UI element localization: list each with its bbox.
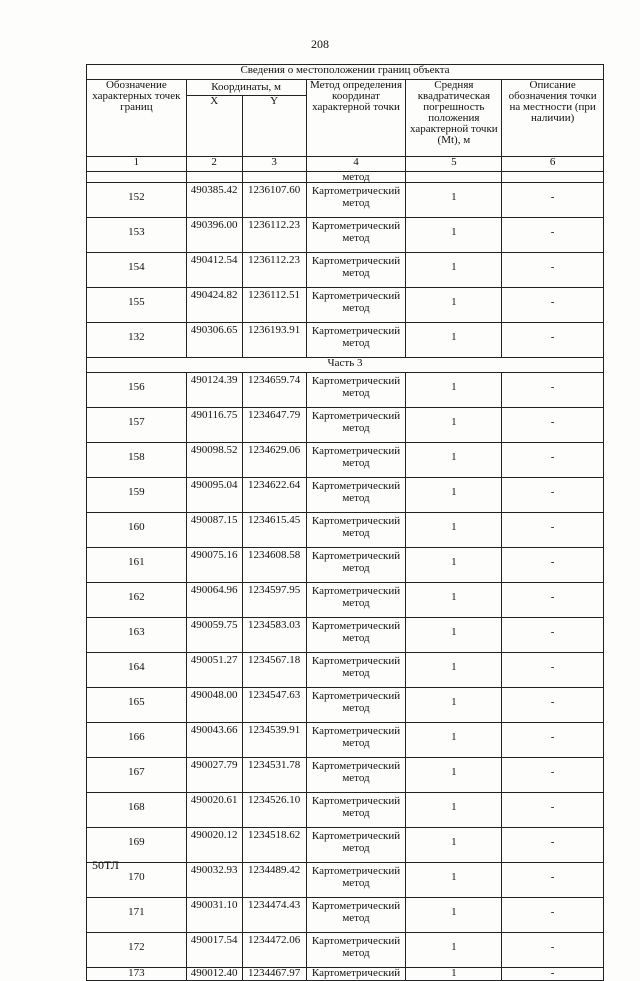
y-coordinate-cell: 1234547.63 — [242, 688, 306, 723]
table-row — [87, 793, 604, 828]
table-row — [87, 618, 604, 653]
description-cell: - — [502, 828, 604, 863]
table-row — [87, 863, 604, 898]
point-number-cell: 161 — [87, 548, 187, 583]
table-caption: Сведения о местоположении границ объекта — [87, 65, 604, 80]
error-cell: 1 — [406, 758, 502, 793]
y-coordinate-cell: 1234472.06 — [242, 933, 306, 968]
x-coordinate-cell: 490075.16 — [186, 548, 242, 583]
point-number-cell: 163 — [87, 618, 187, 653]
method-line-1: Картометрический — [311, 255, 401, 267]
part-row — [87, 358, 604, 373]
y-coordinate-cell: 1234526.10 — [242, 793, 306, 828]
description-cell: - — [502, 618, 604, 653]
description-cell: - — [502, 863, 604, 898]
y-coordinate-cell: 1236112.23 — [242, 218, 306, 253]
method-cell — [306, 863, 406, 898]
method-line-1: Картометрический — [311, 290, 401, 302]
point-number-cell: 153 — [87, 218, 187, 253]
method-line-1: Картометрический — [311, 900, 401, 912]
error-cell: 1 — [406, 408, 502, 443]
table-row — [87, 253, 604, 288]
method-line-2: метод — [342, 387, 370, 399]
error-cell: 1 — [406, 898, 502, 933]
column-number: 5 — [406, 157, 502, 172]
method-line-2: метод — [342, 807, 370, 819]
method-cell — [306, 253, 406, 288]
method-line-1: Картометрический — [311, 760, 401, 772]
point-number-cell: 167 — [87, 758, 187, 793]
method-line-1: Картометрический — [311, 655, 401, 667]
point-number-cell: 158 — [87, 443, 187, 478]
method-cell — [306, 758, 406, 793]
x-coordinate-cell: 490059.75 — [186, 618, 242, 653]
table-row — [87, 723, 604, 758]
table-row — [87, 688, 604, 723]
method-line-1: Картометрический — [311, 550, 401, 562]
x-coordinate-cell: 490020.61 — [186, 793, 242, 828]
table-row — [87, 828, 604, 863]
header-y: Y — [242, 96, 306, 157]
description-cell: - — [502, 513, 604, 548]
method-cell — [306, 688, 406, 723]
table-row — [87, 758, 604, 793]
column-number: 4 — [306, 157, 406, 172]
method-cell — [306, 288, 406, 323]
method-line-2: метод — [342, 667, 370, 679]
y-coordinate-cell: 1236107.60 — [242, 183, 306, 218]
method-cell — [306, 898, 406, 933]
x-coordinate-cell: 490385.42 — [186, 183, 242, 218]
description-cell: - — [502, 183, 604, 218]
error-cell: 1 — [406, 288, 502, 323]
continuation-row — [87, 172, 604, 183]
y-coordinate-cell: 1234647.79 — [242, 408, 306, 443]
description-cell: - — [502, 548, 604, 583]
header-description: Описание обозначения точки на местности (при наличии) — [502, 80, 604, 157]
point-number-cell: 173 — [87, 968, 187, 981]
method-line-2: метод — [342, 527, 370, 539]
error-cell: 1 — [406, 688, 502, 723]
table-row — [87, 933, 604, 968]
description-cell: - — [502, 253, 604, 288]
point-number-cell: 159 — [87, 478, 187, 513]
x-coordinate-cell: 490116.75 — [186, 408, 242, 443]
table-row — [87, 373, 604, 408]
description-cell: - — [502, 758, 604, 793]
x-coordinate-cell: 490032.93 — [186, 863, 242, 898]
method-cell — [306, 653, 406, 688]
point-number-cell: 164 — [87, 653, 187, 688]
description-cell: - — [502, 408, 604, 443]
method-line-1: Картометрический — [311, 445, 401, 457]
method-cell — [306, 443, 406, 478]
method-cell — [306, 968, 406, 981]
method-line-1: Картометрический — [311, 865, 401, 877]
error-cell: 1 — [406, 548, 502, 583]
point-number-cell: 132 — [87, 323, 187, 358]
y-coordinate-cell: 1234597.95 — [242, 583, 306, 618]
description-cell: - — [502, 323, 604, 358]
method-line-1: Картометрический — [311, 515, 401, 527]
footer-code: 50ТЛ — [92, 858, 119, 872]
error-cell: 1 — [406, 583, 502, 618]
y-coordinate-cell: 1234467.97 — [242, 968, 306, 981]
error-cell: 1 — [406, 373, 502, 408]
x-coordinate-cell: 490124.39 — [186, 373, 242, 408]
error-cell: 1 — [406, 793, 502, 828]
error-cell: 1 — [406, 933, 502, 968]
method-line-1: Картометрический — [311, 325, 401, 337]
method-cell — [306, 723, 406, 758]
x-coordinate-cell: 490095.04 — [186, 478, 242, 513]
method-line-1: Картометрический — [311, 410, 401, 422]
page-number: 208 — [311, 37, 329, 51]
description-cell: - — [502, 218, 604, 253]
method-line-1: Картометрический — [311, 220, 401, 232]
y-coordinate-cell: 1236112.23 — [242, 253, 306, 288]
x-coordinate-cell: 490306.65 — [186, 323, 242, 358]
y-coordinate-cell: 1234567.18 — [242, 653, 306, 688]
error-cell: 1 — [406, 618, 502, 653]
column-number: 1 — [87, 157, 187, 172]
x-coordinate-cell: 490051.27 — [186, 653, 242, 688]
method-line-2: метод — [342, 492, 370, 504]
description-cell: - — [502, 688, 604, 723]
x-coordinate-cell: 490048.00 — [186, 688, 242, 723]
point-number-cell: 166 — [87, 723, 187, 758]
continuation-method-text: метод — [306, 172, 406, 183]
description-cell: - — [502, 898, 604, 933]
y-coordinate-cell: 1234659.74 — [242, 373, 306, 408]
method-line-2: метод — [342, 457, 370, 469]
table-row — [87, 323, 604, 358]
y-coordinate-cell: 1234539.91 — [242, 723, 306, 758]
point-number-cell: 155 — [87, 288, 187, 323]
method-line-2: метод — [342, 267, 370, 279]
part-label: Часть 3 — [87, 358, 604, 373]
header-error: Средняя квадратическая погрешность положения характерной точки (Mt), м — [406, 80, 502, 157]
x-coordinate-cell: 490017.54 — [186, 933, 242, 968]
x-coordinate-cell: 490031.10 — [186, 898, 242, 933]
y-coordinate-cell: 1234489.42 — [242, 863, 306, 898]
method-line-2: метод — [342, 912, 370, 924]
y-coordinate-cell: 1236193.91 — [242, 323, 306, 358]
point-number-cell: 169 — [87, 828, 187, 863]
error-cell: 1 — [406, 218, 502, 253]
y-coordinate-cell: 1234583.03 — [242, 618, 306, 653]
y-coordinate-cell: 1234608.58 — [242, 548, 306, 583]
method-line-1: Картометрический — [311, 185, 401, 197]
method-line-2: метод — [342, 597, 370, 609]
boundary-coordinates-table — [86, 64, 604, 981]
table-row — [87, 548, 604, 583]
error-cell: 1 — [406, 323, 502, 358]
method-line-2: метод — [342, 702, 370, 714]
error-cell: 1 — [406, 653, 502, 688]
method-line-2: метод — [342, 877, 370, 889]
table-row — [87, 653, 604, 688]
error-cell: 1 — [406, 723, 502, 758]
y-coordinate-cell: 1234615.45 — [242, 513, 306, 548]
method-line-1: Картометрический — [311, 480, 401, 492]
point-number-cell: 152 — [87, 183, 187, 218]
point-number-cell: 160 — [87, 513, 187, 548]
point-number-cell: 168 — [87, 793, 187, 828]
method-line-2: метод — [342, 772, 370, 784]
method-cell — [306, 373, 406, 408]
method-line-1: Картометрический — [311, 585, 401, 597]
method-cell — [306, 218, 406, 253]
error-cell: 1 — [406, 513, 502, 548]
error-cell: 1 — [406, 183, 502, 218]
description-cell: - — [502, 933, 604, 968]
x-coordinate-cell: 490412.54 — [186, 253, 242, 288]
x-coordinate-cell: 490424.82 — [186, 288, 242, 323]
description-cell: - — [502, 443, 604, 478]
method-line-2: метод — [342, 302, 370, 314]
header-designation: Обозначение характерных точек границ — [87, 80, 187, 157]
method-cell — [306, 583, 406, 618]
y-coordinate-cell: 1234474.43 — [242, 898, 306, 933]
table-row — [87, 583, 604, 618]
x-coordinate-cell: 490064.96 — [186, 583, 242, 618]
column-number: 3 — [242, 157, 306, 172]
description-cell: - — [502, 723, 604, 758]
y-coordinate-cell: 1234531.78 — [242, 758, 306, 793]
y-coordinate-cell: 1234518.62 — [242, 828, 306, 863]
method-line-1: Картометрический — [311, 375, 401, 387]
point-number-cell: 162 — [87, 583, 187, 618]
header-method: Метод определения координат характерной точки — [306, 80, 406, 157]
method-line-2: метод — [342, 232, 370, 244]
method-line-1: Картометрический — [311, 967, 401, 979]
column-number: 2 — [186, 157, 242, 172]
error-cell: 1 — [406, 253, 502, 288]
point-number-cell: 170 — [87, 863, 187, 898]
description-cell: - — [502, 968, 604, 981]
y-coordinate-cell: 1234629.06 — [242, 443, 306, 478]
method-cell — [306, 513, 406, 548]
column-numbers-row — [87, 157, 604, 172]
table-row — [87, 408, 604, 443]
x-coordinate-cell: 490027.79 — [186, 758, 242, 793]
description-cell: - — [502, 583, 604, 618]
method-line-2: метод — [342, 842, 370, 854]
method-line-1: Картометрический — [311, 725, 401, 737]
point-number-cell: 154 — [87, 253, 187, 288]
x-coordinate-cell: 490087.15 — [186, 513, 242, 548]
x-coordinate-cell: 490020.12 — [186, 828, 242, 863]
table-row — [87, 898, 604, 933]
method-line-2: метод — [342, 337, 370, 349]
point-number-cell: 171 — [87, 898, 187, 933]
method-cell — [306, 408, 406, 443]
method-line-2: метод — [342, 632, 370, 644]
point-number-cell: 156 — [87, 373, 187, 408]
description-cell: - — [502, 793, 604, 828]
point-number-cell: 165 — [87, 688, 187, 723]
point-number-cell: 172 — [87, 933, 187, 968]
table-row — [87, 968, 604, 981]
header-x: X — [186, 96, 242, 157]
method-line-2: метод — [342, 737, 370, 749]
method-cell — [306, 793, 406, 828]
description-cell: - — [502, 288, 604, 323]
error-cell: 1 — [406, 478, 502, 513]
method-cell — [306, 323, 406, 358]
method-line-2: метод — [342, 197, 370, 209]
method-line-2: метод — [342, 947, 370, 959]
error-cell: 1 — [406, 968, 502, 981]
table-row — [87, 288, 604, 323]
method-cell — [306, 933, 406, 968]
method-cell — [306, 828, 406, 863]
y-coordinate-cell: 1236112.51 — [242, 288, 306, 323]
error-cell: 1 — [406, 443, 502, 478]
x-coordinate-cell: 490098.52 — [186, 443, 242, 478]
x-coordinate-cell: 490043.66 — [186, 723, 242, 758]
header-coordinates: Координаты, м — [186, 80, 306, 96]
description-cell: - — [502, 373, 604, 408]
table-row — [87, 513, 604, 548]
column-number: 6 — [502, 157, 604, 172]
point-number-cell: 157 — [87, 408, 187, 443]
method-cell — [306, 548, 406, 583]
y-coordinate-cell: 1234622.64 — [242, 478, 306, 513]
table-row — [87, 443, 604, 478]
method-line-1: Картометрический — [311, 690, 401, 702]
error-cell: 1 — [406, 863, 502, 898]
method-line-1: Картометрический — [311, 935, 401, 947]
method-line-2: метод — [342, 422, 370, 434]
method-cell — [306, 183, 406, 218]
description-cell: - — [502, 478, 604, 513]
table-row — [87, 183, 604, 218]
method-line-1: Картометрический — [311, 830, 401, 842]
table-row — [87, 478, 604, 513]
description-cell: - — [502, 653, 604, 688]
x-coordinate-cell: 490396.00 — [186, 218, 242, 253]
error-cell: 1 — [406, 828, 502, 863]
method-cell — [306, 618, 406, 653]
x-coordinate-cell: 490012.40 — [186, 968, 242, 981]
table-row — [87, 218, 604, 253]
method-line-1: Картометрический — [311, 620, 401, 632]
method-line-2: метод — [342, 562, 370, 574]
method-cell — [306, 478, 406, 513]
method-line-1: Картометрический — [311, 795, 401, 807]
